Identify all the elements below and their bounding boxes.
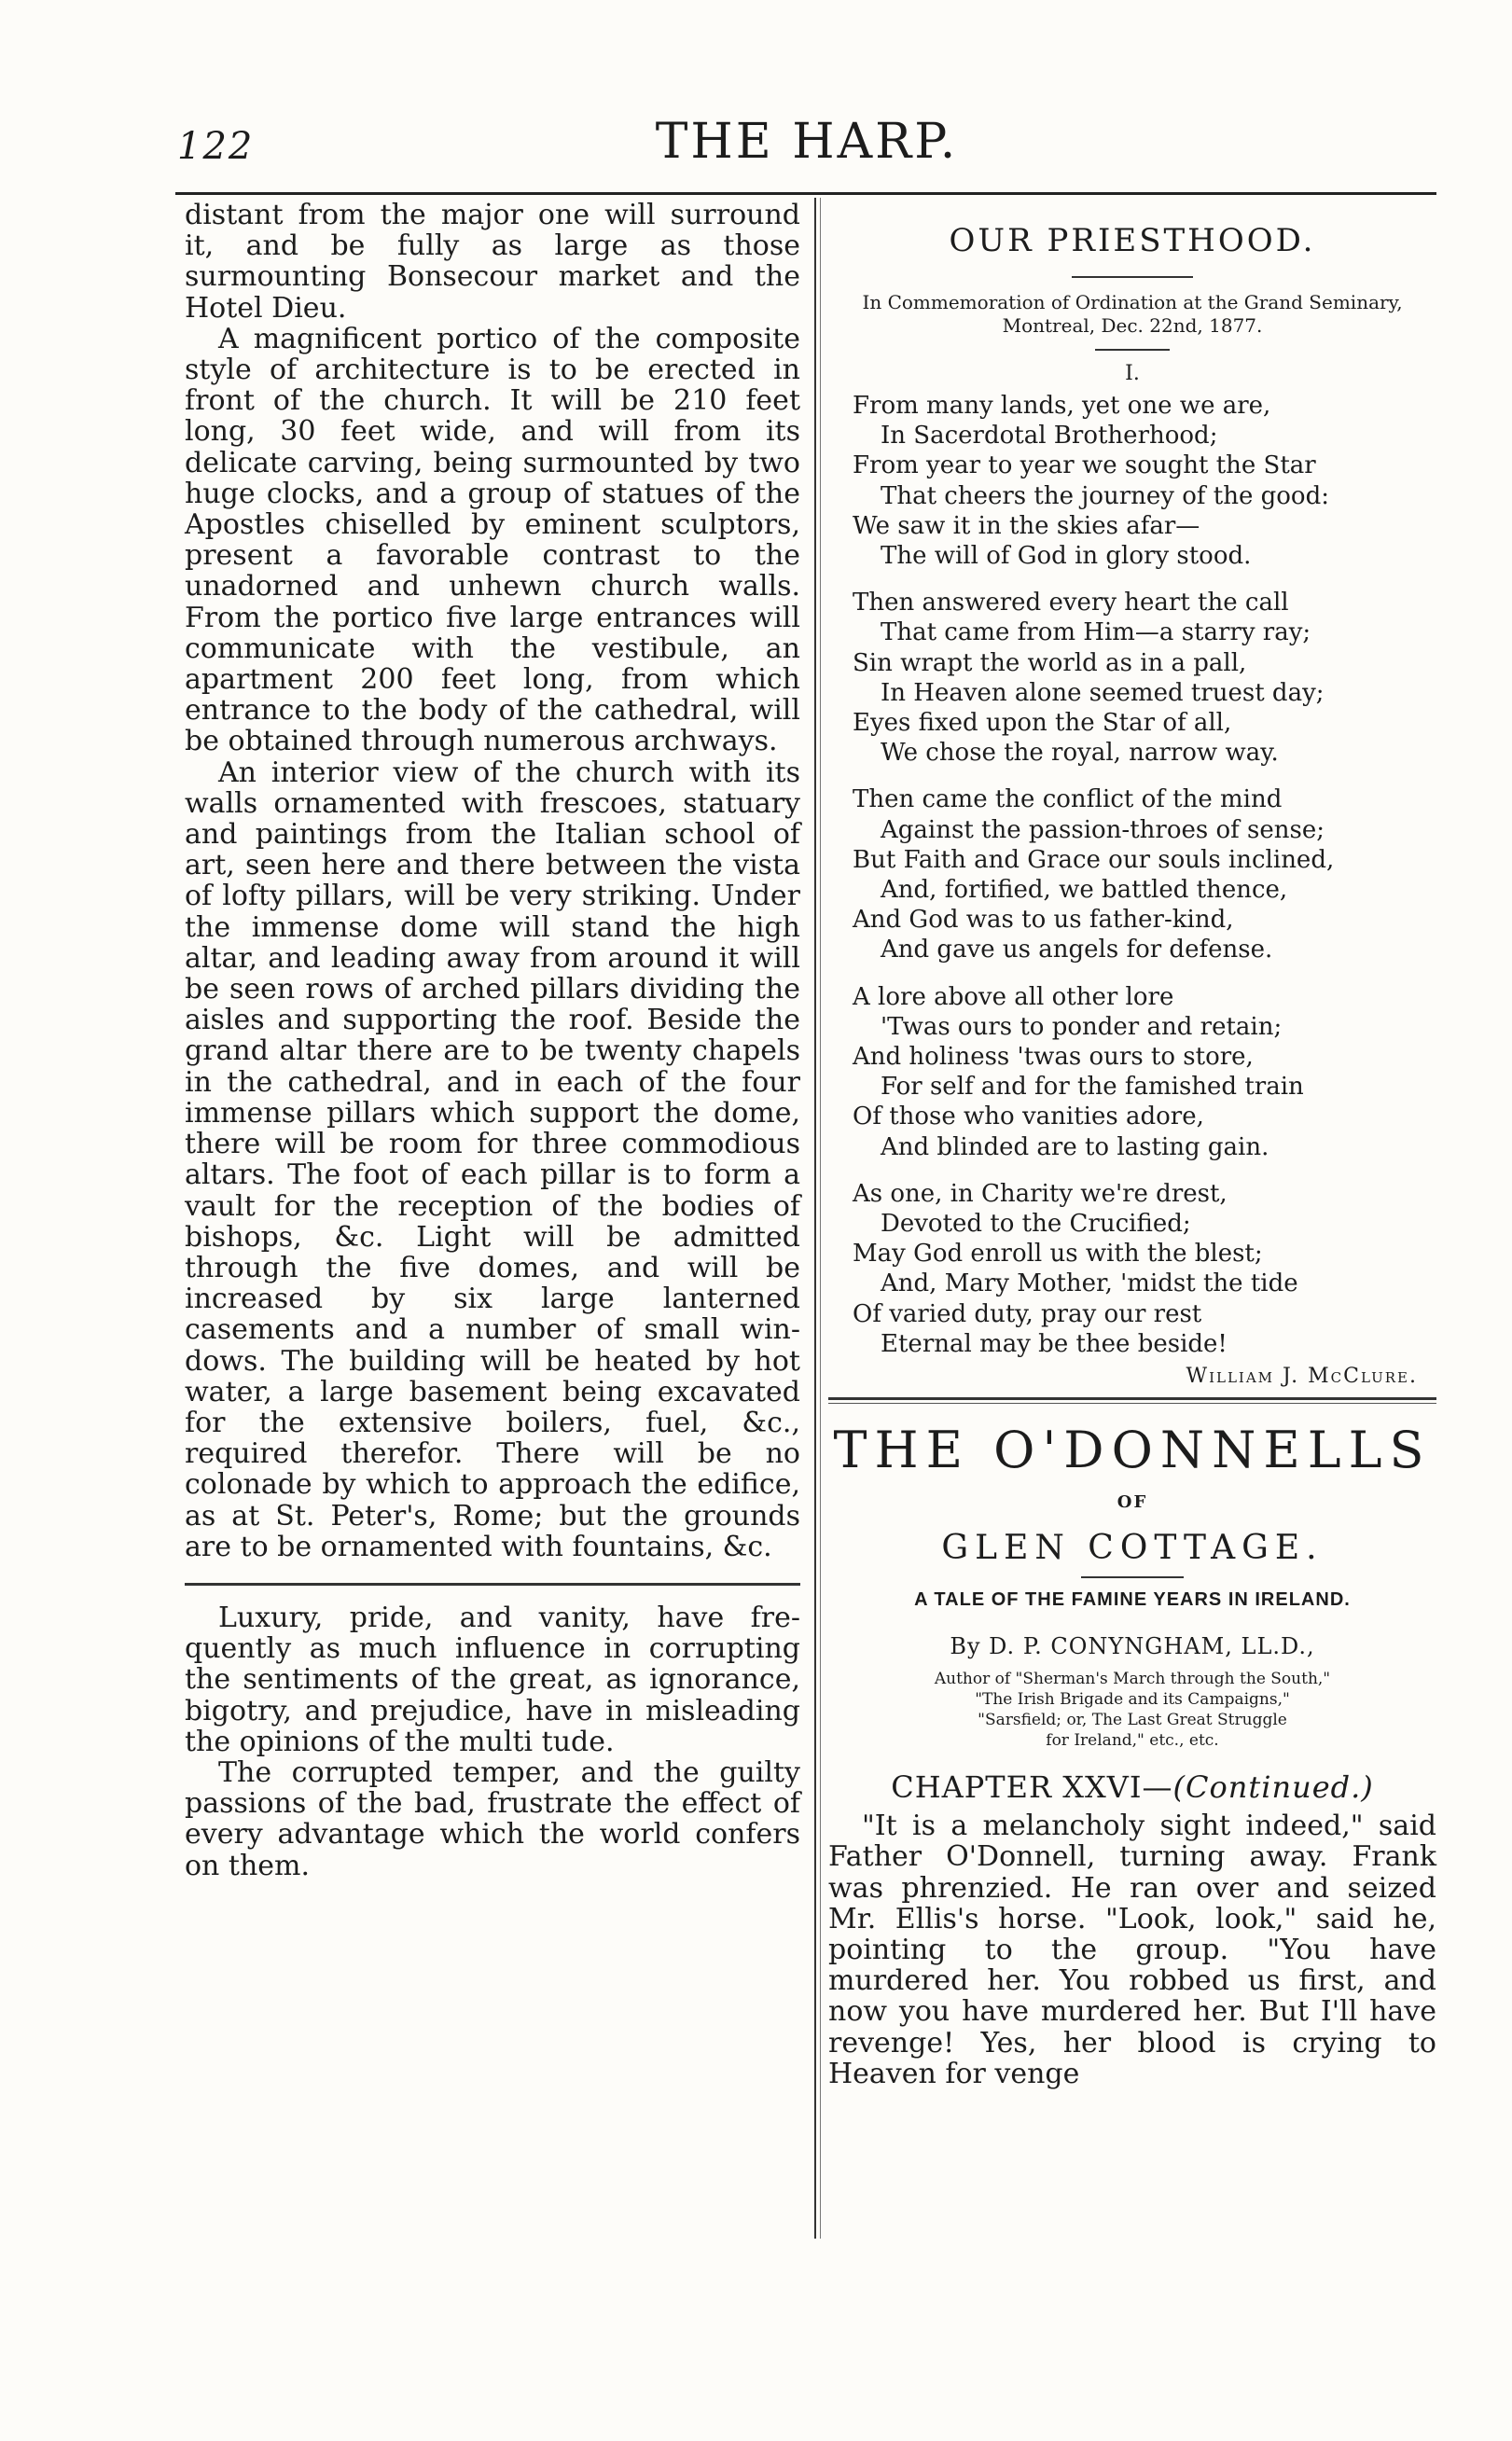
poem-line: From year to year we sought the Star [853,451,1316,480]
story-tagline: A TALE OF THE FAMINE YEARS IN IRELAND. [914,1589,1351,1611]
article-paragraph: An interior view of the church with its walls ornamented with frescoes, statuary and paintings from the Italian school of art, seen here and there between the vista of lofty pillars, will be very striking. Under the immense dome will stand the high altar, and leading away from around it will be seen rows of arched pillars dividing the aisles and supporting the roof. Beside the grand altar there are to be twenty chapels in the cathedral, and in each of the four immense pillars which support the dome, there will be room for three commodious altars. The foot of each pillar is to form a vault for the reception of the bodies of bishops, &c. Light will be admitted through the five domes, and will be increased by six large lanterned casements and a number of small windows. The building will be heated by hot water, a large basement being excavated for the extensive boilers, fuel, &c., required therefor. There will be no colonade by which to approach the edifice, as at St. Peter's, Rome; but the grounds are to be ornamented with fountains, &c. [185,756,800,1563]
poem-stanza [853,982,1436,1162]
story-paragraph: "It is a melancholy sight indeed," said Father O'Donnell, turning away. Frank was phrenzied. He ran over and seized Mr. Ellis's horse. "Look, look," said he, pointing to the group. "You have murdered her. You robbed us first, and now you have murdered her. But I'll have revenge! Yes, her blood is crying to Heaven for venge [828,1810,1436,2090]
column-divider [814,198,816,2239]
poem-stanza [853,1179,1436,1359]
story-subtitle: GLEN COTTAGE. [941,1529,1324,1568]
poem-line: Eyes fixed upon the Star of all, [853,709,1232,738]
poem-line: Then answered every heart the call [853,589,1289,617]
poem-line: Of those who vanities adore, [853,1103,1204,1131]
title-rule [1072,276,1193,278]
poem-line: As one, in Charity we're drest, [853,1179,1228,1208]
author-works-line: "Sarsfield; or, The Last Great Struggle [978,1711,1287,1730]
poem-line: And blinded are to lasting gain. [881,1132,1269,1161]
poem-signature: William J. McClure. [1186,1365,1418,1389]
poem-line: In Sacerdotal Brotherhood; [881,422,1218,451]
poem-line: For self and for the famished train [881,1073,1304,1102]
chapter-number: CHAPTER XXVI— [891,1769,1173,1806]
story-of: OF [1117,1492,1148,1513]
story-author: By D. P. CONYNGHAM, LL.D., [950,1633,1315,1660]
poem-line: That cheers the journey of the good: [881,481,1329,510]
poem-title: OUR PRIESTHOOD. [949,222,1316,259]
section-rule-thin [828,1403,1436,1404]
right-column [828,200,1436,2089]
author-works [828,1669,1436,1751]
poem-line: 'Twas ours to ponder and retain; [881,1012,1283,1041]
poem-stanza [853,391,1436,571]
poem-line: And holiness 'twas ours to store, [853,1043,1254,1072]
poem-line: And God was to us father-kind, [853,906,1234,935]
poem-dedication: In Commemoration of Ordination at the Grand Seminary, Montreal, Dec. 22nd, 1877. [862,291,1403,337]
poem-line: But Faith and Grace our souls inclined, [853,845,1335,874]
author-works-line: Author of "Sherman's March through the South," [934,1670,1331,1689]
page-number: 122 [177,125,255,168]
author-works-line: for Ireland," etc., etc. [1046,1731,1219,1751]
poem-section-number: I. [1125,362,1140,385]
poem-line: And, Mary Mother, 'midst the tide [881,1269,1298,1298]
poem-line: That came from Him—a starry ray; [881,618,1311,647]
poem-stanza [853,588,1436,768]
page-header [177,114,1436,188]
poem-line: We saw it in the skies afar— [853,511,1200,540]
poem-line: May God enroll us with the blest; [853,1240,1263,1269]
poem-line: From many lands, yet one we are, [853,392,1271,420]
poem-line: And, fortified, we battled thence, [881,876,1288,905]
poem-line: Sin wrapt the world as in a pall, [853,648,1247,677]
story-title: THE O'DONNELLS [833,1421,1432,1480]
running-title: THE HARP. [655,114,959,170]
section-rule [828,1397,1436,1400]
header-rule [175,192,1436,195]
chapter-note: (Continued.) [1172,1769,1374,1806]
left-column [185,200,800,1881]
poem-line: Eternal may be thee beside! [881,1329,1228,1358]
poem-line: Against the passion-throes of sense; [881,815,1325,844]
poem-line: Of varied duty, pray our rest [853,1299,1202,1328]
poem-line: Devoted to the Crucified; [881,1210,1191,1239]
poem-stanza [853,784,1436,964]
maxim-paragraph: The corrupted temper, and the guilty passions of the bad, frustrate the effect of every advantage which the world confers on them. [185,1755,800,1882]
subtitle-rule [1081,1576,1184,1578]
article-paragraph: distant from the major one will surround it, and be fully as large as those surmounting Bonsecour market and the Hotel Dieu. [185,199,800,325]
poem-line: We chose the royal, narrow way. [881,739,1279,768]
chapter-heading [828,1769,1436,1805]
column-divider-inner [820,198,821,2239]
poem-line: In Heaven alone seemed truest day; [881,678,1325,707]
poem-line: Then came the conflict of the mind [853,785,1283,814]
poem-line: A lore above all other lore [853,982,1174,1011]
article-paragraph: A magnificent portico of the composite style of architecture is to be erected in front of the church. It will be 210 feet long, 30 feet wide, and will from its delicate carving, being surmounted by two huge clocks, and a group of statues of the Apostles chiselled by eminent sculptors, present a favorable contrast to the unadorned and unhewn church walls. From the portico five large entrances will communicate with the vestibule, an apartment 200 feet long, from which entrance to the body of the cathedral, will be obtained through numerous archways. [185,322,800,758]
dedication-rule [1095,349,1170,351]
poem-line: The will of God in glory stood. [881,542,1252,571]
poem-line: And gave us angels for defense. [881,936,1273,964]
section-rule [185,1583,800,1586]
author-works-line: "The Irish Brigade and its Campaigns," [975,1690,1290,1710]
maxim-paragraph: Luxury, pride, and vanity, have frequently as much influence in corrupting the sentiments of the great, as ignorance, bigotry, and prejudice, have in misleading the opinions of the multi tude. [185,1601,800,1758]
